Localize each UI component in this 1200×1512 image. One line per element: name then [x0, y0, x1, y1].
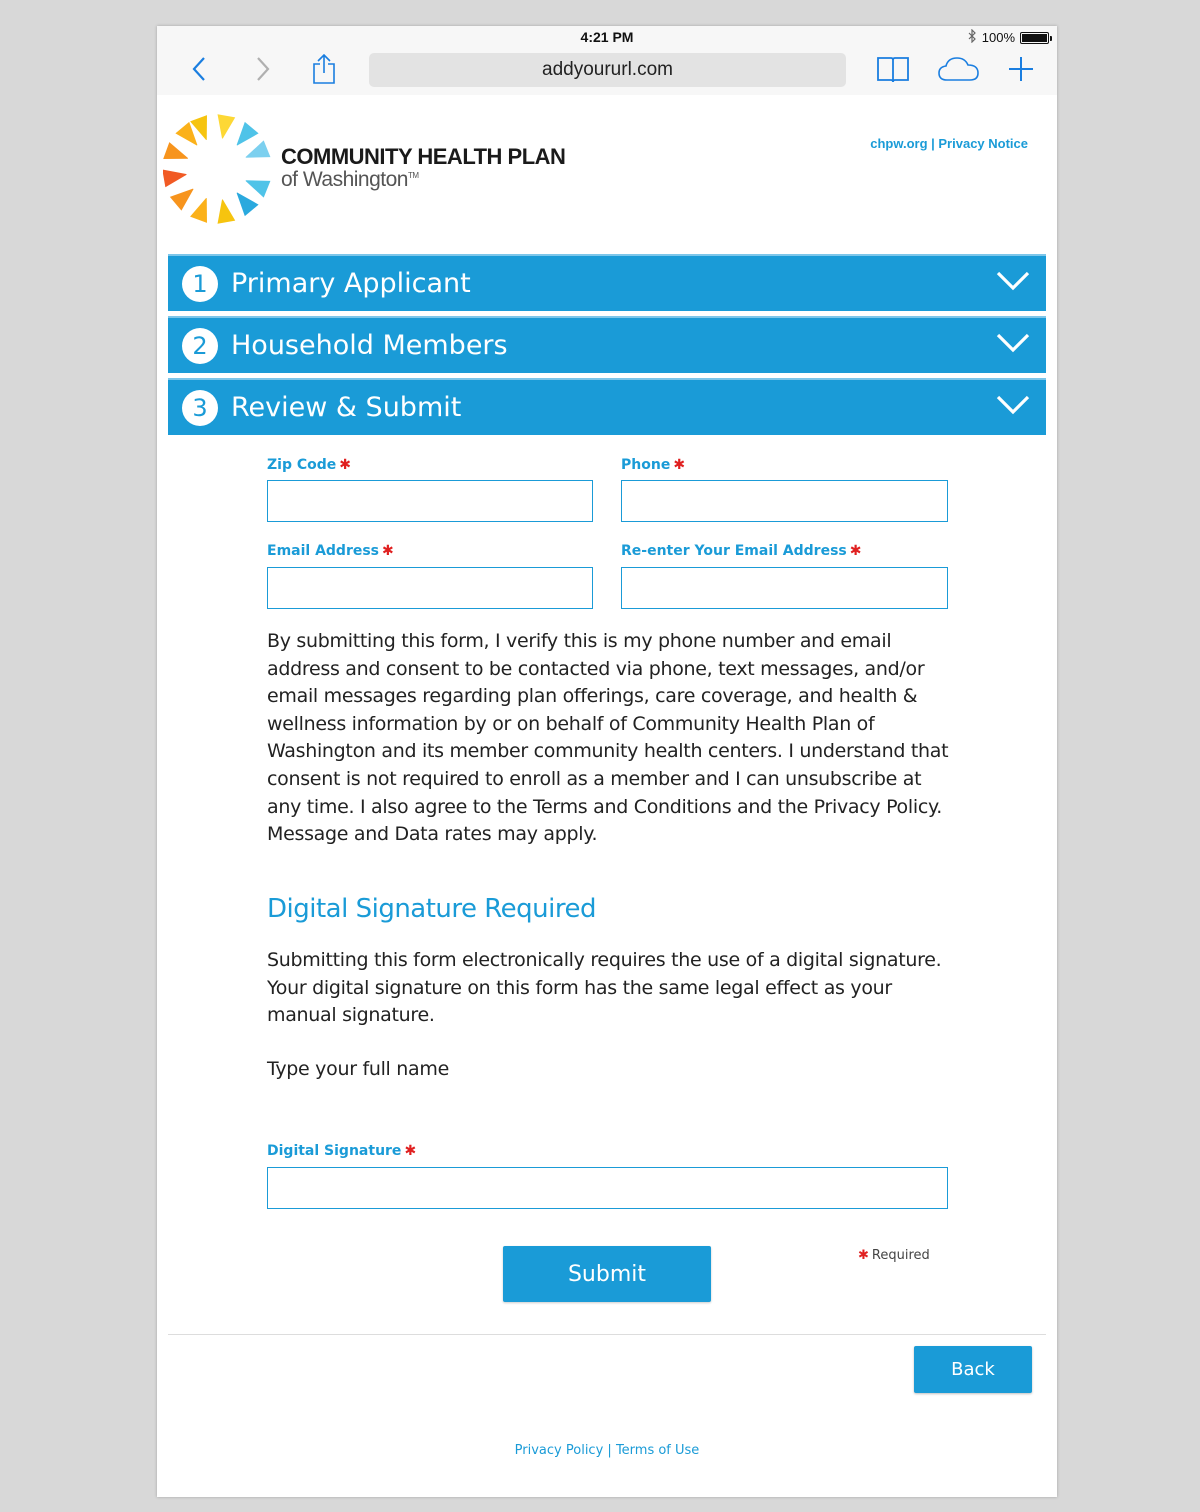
battery-percent: 100% — [981, 30, 1015, 45]
battery-icon — [1020, 32, 1049, 44]
required-star-icon: ✱ — [858, 1248, 869, 1263]
phone-input[interactable] — [621, 480, 948, 522]
brand-name: COMMUNITY HEALTH PLAN — [281, 144, 566, 169]
new-tab-icon[interactable] — [1007, 54, 1035, 84]
terms-of-use-link[interactable]: Terms of Use — [615, 1443, 700, 1458]
required-star-icon: ✱ — [404, 1143, 417, 1159]
chevron-down-icon — [996, 332, 1030, 359]
required-star-icon: ✱ — [849, 543, 862, 559]
digital-signature-label: Digital Signature ✱ — [267, 1143, 417, 1159]
email-confirm-input[interactable] — [621, 567, 948, 609]
chevron-down-icon — [996, 270, 1030, 297]
privacy-policy-link[interactable]: Privacy Policy — [514, 1443, 604, 1458]
sunburst-logo-icon — [163, 112, 271, 231]
required-star-icon: ✱ — [339, 457, 351, 473]
signature-description: Submitting this form electronically requires the use of a digital signature. Your digital signature on this form has the same legal effect as your manual signature. — [267, 949, 942, 1027]
email-label: Email Address ✱ — [267, 543, 394, 559]
required-star-icon: ✱ — [382, 543, 394, 559]
phone-label: Phone ✱ — [621, 457, 686, 473]
bluetooth-icon — [968, 29, 977, 46]
divider — [168, 1334, 1046, 1335]
consent-text: By submitting this form, I verify this is my phone number and email address and consent to be contacted via phone, text messages, and/or email messages regarding plan offerings, care coverage, and health & wellness information by or on behalf of Community Health Plan of Washington and its member community health centers. I understand that consent is not required to enroll as a member and I can unsubscribe at any time. I also agree to the Terms and Conditions and the Privacy Policy. Message and Data rates may apply. — [267, 630, 949, 846]
chevron-down-icon — [996, 394, 1030, 421]
back-button[interactable]: Back — [914, 1346, 1032, 1393]
step-number: 3 — [182, 390, 218, 426]
chpw-link[interactable]: chpw.org — [870, 136, 928, 151]
required-star-icon: ✱ — [673, 457, 686, 473]
accordion-label: Primary Applicant — [231, 268, 471, 299]
cloud-icon[interactable] — [938, 54, 980, 84]
url-bar[interactable]: addyoururl.com — [369, 53, 846, 87]
required-legend: ✱ Required — [858, 1248, 930, 1263]
email-confirm-label: Re-enter Your Email Address ✱ — [621, 543, 862, 559]
link-separator: | — [927, 136, 939, 151]
signature-heading: Digital Signature Required — [267, 894, 596, 924]
accordion-primary-applicant[interactable] — [168, 254, 1046, 311]
status-indicators — [968, 29, 1049, 46]
step-number: 2 — [182, 328, 218, 364]
step-number: 1 — [182, 266, 218, 302]
share-icon[interactable] — [311, 54, 337, 84]
accordion-label: Household Members — [231, 330, 508, 361]
forward-icon[interactable] — [251, 54, 275, 84]
accordion-household-members[interactable] — [168, 316, 1046, 373]
zip-code-input[interactable] — [267, 480, 593, 522]
submit-button[interactable]: Submit — [503, 1246, 711, 1302]
privacy-notice-link[interactable]: Privacy Notice — [938, 136, 1028, 151]
tablet-screen — [157, 26, 1057, 1497]
status-time: 4:21 PM — [580, 29, 634, 45]
bookmarks-icon[interactable] — [877, 54, 909, 84]
brand-subtitle: of Washington™ — [281, 168, 419, 191]
header-links — [870, 136, 1028, 151]
footer-separator: | — [603, 1443, 616, 1458]
trademark: TM — [407, 171, 419, 180]
zip-code-label: Zip Code ✱ — [267, 457, 351, 473]
email-input[interactable] — [267, 567, 593, 609]
type-name-prompt: Type your full name — [267, 1058, 449, 1080]
browser-chrome — [157, 26, 1057, 95]
back-icon[interactable] — [187, 54, 211, 84]
accordion-review-submit[interactable] — [168, 378, 1046, 435]
digital-signature-input[interactable] — [267, 1167, 948, 1209]
accordion-label: Review & Submit — [231, 392, 462, 423]
footer-links — [157, 1443, 1057, 1458]
